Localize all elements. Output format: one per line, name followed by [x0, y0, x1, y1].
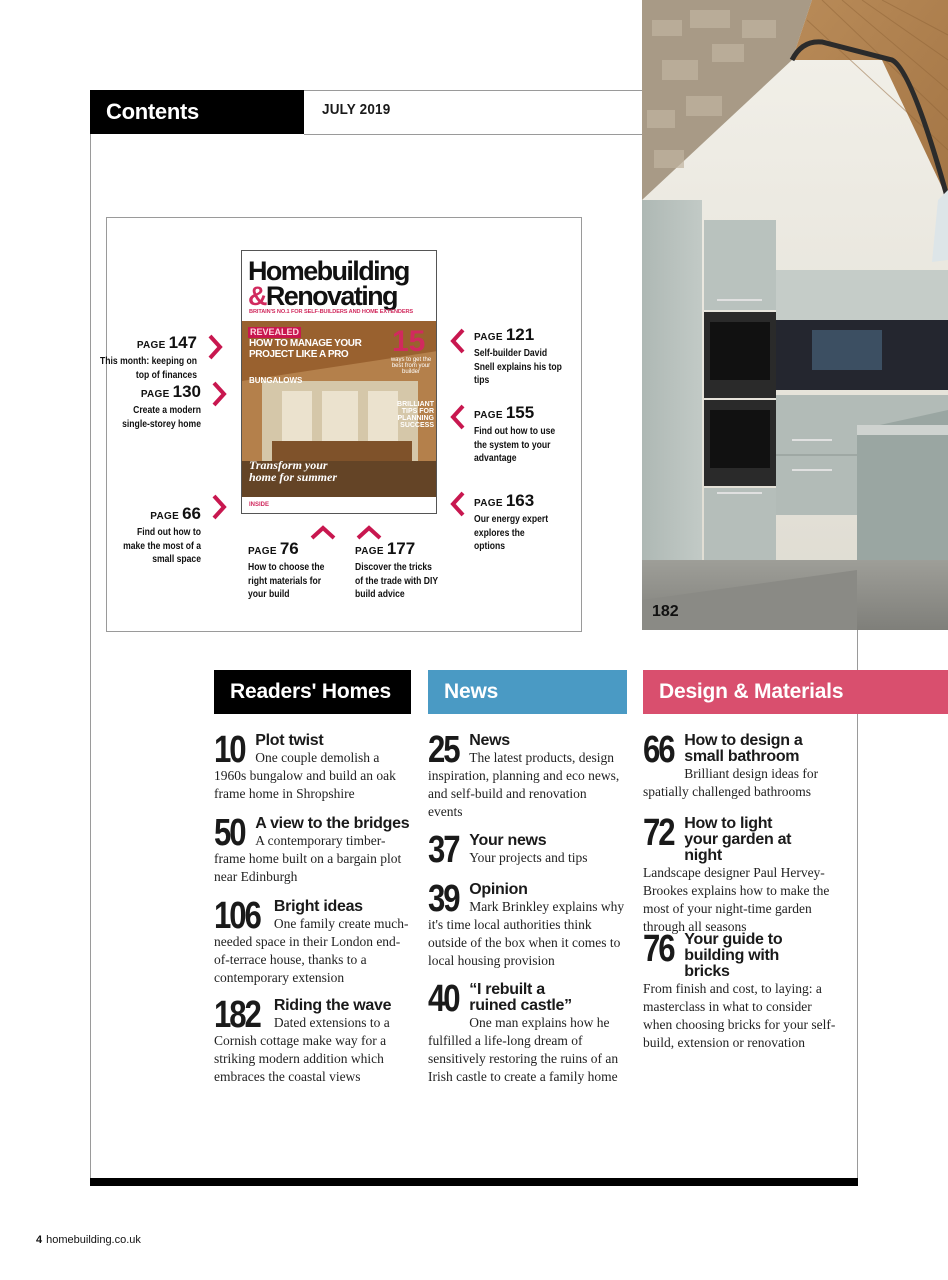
entry-page-number: 39 — [428, 878, 459, 920]
bottom-rule — [90, 1178, 858, 1186]
entry-title: Your guide to building with bricks — [684, 931, 783, 980]
entry-page-number: 50 — [214, 812, 245, 854]
page-footer — [36, 1234, 141, 1246]
contents-entry — [643, 729, 843, 801]
cover-inside-strip — [242, 497, 437, 514]
entry-description: One family create much-needed space in their London end-of-terrace house, thanks to a contemporary extension — [214, 916, 409, 985]
entry-page-number: 40 — [428, 978, 459, 1020]
page-ref-177 — [355, 539, 455, 602]
page-number: 163 — [505, 491, 535, 510]
page-desc: How to choose the right materials for your build — [248, 562, 325, 600]
page-word: PAGE — [140, 389, 170, 400]
frame-left-line — [90, 90, 91, 1186]
page-desc: This month: keeping on top of finances — [100, 356, 197, 381]
photo-page-label: 182 — [652, 603, 679, 620]
cover-transform-line1: Transform your — [249, 458, 328, 472]
page-desc: Our energy expert explores the options — [474, 514, 549, 552]
entry-title: “I rebuilt a ruined castle” — [469, 981, 572, 1014]
footer-site: homebuilding.co.uk — [46, 1234, 141, 1246]
contents-entry — [214, 895, 411, 987]
contents-entry — [214, 994, 411, 1086]
cover-title-renovating: Renovating — [265, 281, 397, 311]
page-ref-147 — [77, 333, 197, 382]
chevron-left-icon — [449, 404, 467, 430]
cover-transform-line2: home for summer — [249, 470, 338, 484]
entry-page-number: 182 — [214, 994, 260, 1036]
page-ref-76 — [248, 539, 338, 602]
page-word: PAGE — [248, 546, 277, 557]
cover-inside-label: INSIDE — [249, 502, 270, 508]
section-header-news: News — [428, 670, 627, 714]
page-ref-155 — [474, 403, 569, 466]
entry-description: A contemporary timber-frame home built on a bargain plot near Edinburgh — [214, 833, 402, 884]
footer-page-number: 4 — [36, 1234, 43, 1246]
page-number: 66 — [182, 504, 201, 523]
cover-ampersand: & — [248, 281, 266, 311]
chevron-left-icon — [449, 328, 467, 354]
page-word: PAGE — [474, 498, 503, 509]
issue-date: JULY 2019 — [322, 101, 391, 118]
entry-description: Brilliant design ideas for spatially challenged bathrooms — [643, 766, 819, 799]
page-word: PAGE — [150, 511, 180, 522]
contents-entry — [428, 729, 623, 821]
cover-ways: ways to get the best from your builder — [390, 357, 432, 375]
cover-bungalows: BUNGALOWS — [249, 376, 303, 385]
entry-title: Opinion — [469, 881, 528, 898]
chevron-right-icon — [210, 381, 228, 407]
page-desc: Self-builder David Snell explains his top tips — [474, 348, 562, 386]
page-ref-163 — [474, 491, 569, 554]
contents-entry — [428, 978, 628, 1086]
page-desc: Discover the tricks of the trade with DIY build advice — [355, 562, 438, 600]
magazine-cover — [241, 250, 437, 514]
cover-manage-line2: PROJECT LIKE A PRO — [249, 349, 349, 360]
kitchen-photo — [642, 0, 948, 630]
page-ref-66 — [101, 504, 201, 567]
frame-top-line-2 — [304, 134, 642, 135]
entry-title: How to design a small bathroom — [684, 732, 803, 765]
contents-heading: Contents — [90, 90, 304, 134]
contents-entry — [428, 829, 623, 871]
page-word: PAGE — [136, 340, 166, 351]
entry-description: Your projects and tips — [469, 850, 588, 865]
entry-page-number: 72 — [643, 812, 674, 854]
page-desc: Find out how to use the system to your advantage — [474, 426, 556, 464]
contents-entry — [643, 812, 843, 936]
chevron-right-icon — [210, 494, 228, 520]
entry-description: Dated extensions to a Cornish cottage make way for a striking modern addition which embraces the coastal views — [214, 1015, 390, 1084]
page-desc: Find out how to make the most of a small space — [123, 527, 201, 565]
entry-page-number: 106 — [214, 895, 260, 937]
section-header-readers-homes: Readers' Homes — [214, 670, 411, 714]
page-desc: Create a modern single-storey home — [122, 405, 201, 430]
chevron-up-icon — [310, 524, 336, 540]
section-header-design-materials: Design & Materials — [643, 670, 948, 714]
cover-tagline: BRITAIN'S NO.1 FOR SELF-BUILDERS AND HOME EXTENDERS — [249, 309, 414, 315]
entry-page-number: 76 — [643, 928, 674, 970]
cover-revealed: REVEALED — [250, 327, 300, 337]
entry-title: A view to the bridges — [255, 815, 410, 832]
entry-description: One man explains how he fulfilled a life-long dream of sensitively restoring the ruins of an Irish castle to create a family home — [428, 1015, 619, 1084]
contents-entry — [214, 729, 411, 803]
contents-entry — [214, 812, 411, 886]
cover-manage-line1: HOW TO MANAGE YOUR — [249, 338, 362, 349]
contents-entry — [428, 878, 628, 970]
page-number: 155 — [505, 403, 535, 422]
page-ref-121 — [474, 325, 584, 388]
chevron-right-icon — [206, 334, 224, 360]
cover-title-line2 — [248, 282, 397, 310]
cover-title-line1: Homebuilding — [248, 256, 409, 286]
entry-description: The latest products, design inspiration, planning and eco news, and self-build and renovation events — [428, 750, 620, 819]
page-word: PAGE — [474, 332, 503, 343]
page-ref-130 — [91, 382, 201, 431]
entry-description: Landscape designer Paul Hervey-Brookes explains how to make the most of your night-time garden through all seasons — [643, 865, 830, 934]
cover-brilliant: BRILLIANT TIPS FOR PLANNING SUCCESS — [397, 401, 434, 429]
entry-title: Plot twist — [255, 732, 324, 749]
entry-description: From finish and cost, to laying: a masterclass in what to consider when choosing bricks for your self-build, extension or renovation — [643, 981, 836, 1050]
entry-page-number: 66 — [643, 729, 674, 771]
page-number: 76 — [279, 539, 299, 558]
entry-description: Mark Brinkley explains why it's time local authorities think outside of the box when it comes to local housing provision — [428, 899, 625, 968]
entry-description: One couple demolish a 1960s bungalow and build an oak frame home in Shropshire — [214, 750, 396, 801]
entry-title: Bright ideas — [273, 898, 363, 915]
entry-title: How to light your garden at night — [684, 815, 792, 864]
entry-page-number: 37 — [428, 829, 459, 871]
entry-title: Your news — [469, 832, 547, 849]
page-word: PAGE — [474, 410, 503, 421]
cover-big-number: 15 — [392, 325, 426, 358]
chevron-up-icon — [356, 524, 382, 540]
page-number: 177 — [386, 539, 416, 558]
entry-page-number: 25 — [428, 729, 459, 771]
entry-page-number: 10 — [214, 729, 245, 771]
page-number: 121 — [505, 325, 535, 344]
page-word: PAGE — [355, 546, 384, 557]
page-number: 147 — [168, 333, 197, 352]
entry-title: News — [469, 732, 510, 749]
chevron-left-icon — [449, 491, 467, 517]
frame-top-line — [304, 90, 642, 91]
entry-title: Riding the wave — [273, 997, 392, 1014]
contents-entry — [643, 928, 843, 1052]
page-number: 130 — [172, 382, 201, 401]
